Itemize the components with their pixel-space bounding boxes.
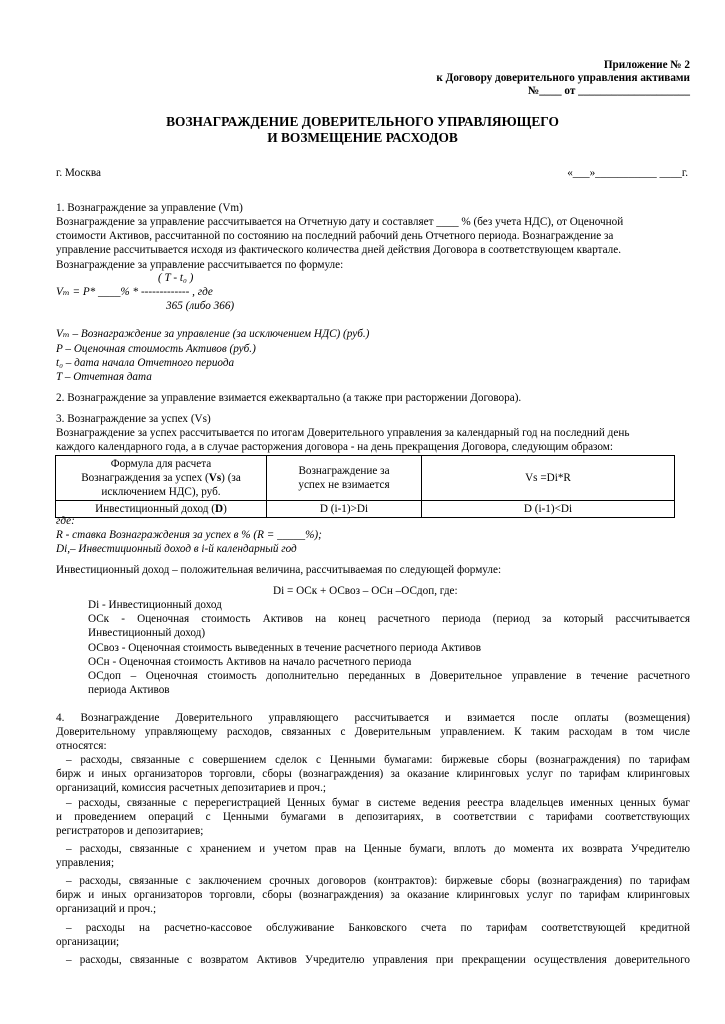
appendix-label: Приложение № 2 — [603, 59, 690, 71]
expense-item: – расходы, связанные с заключением срочных договоров (контрактов): биржевые сборы (вознаграждения) по тарифам — [66, 875, 690, 887]
where-label: где: — [56, 515, 75, 527]
expense-item-cont: регистраторов и депозитариев; — [56, 825, 204, 837]
expense-item: – расходы, связанные с возвратом Активов Учредителю управления при прекращении осуществления доверительного — [66, 954, 690, 966]
section4-intro-line: 4. Вознаграждение Доверительного управляющего рассчитывается и взимается после оплаты (возмещения) — [56, 712, 690, 724]
section2-text: 2. Вознаграждение за управление взимается ежеквартально (а также при расторжении Договора). — [56, 392, 522, 404]
expense-item-cont: бирж и иных организаторов торговли, сборы (вознаграждения) за оказание клиринговых услуг по тарифам клиринговых — [56, 889, 690, 901]
success-fee-table — [55, 455, 675, 518]
definition-t: T – Отчетная дата — [56, 371, 152, 383]
definition-osn: ОСн - Оценочная стоимость Активов на начало расчетного периода — [88, 656, 412, 668]
section3-para-line: Вознаграждение за успех рассчитывается по итогам Доверительного управления за календарный год на последний день — [56, 427, 630, 439]
document-title-line2: И ВОЗМЕЩЕНИЕ РАСХОДОВ — [267, 130, 458, 145]
contract-reference: к Договору доверительного управления активами — [436, 72, 690, 84]
formula-intro: Вознаграждение за управление рассчитывается по формуле: — [56, 259, 344, 271]
definition-osk-cont: Инвестиционный доход) — [88, 627, 206, 639]
section3-heading: 3. Вознаграждение за успех (Vs) — [56, 413, 211, 425]
expense-item-cont: организаций, комиссия расчетных депозитариев и проч.; — [56, 782, 326, 794]
expense-item-cont: организации; — [56, 936, 120, 948]
table-cell-label: Инвестиционный доход (D) — [56, 501, 267, 518]
definition-r: R - ставка Вознаграждения за успех в % (R = _____%); — [56, 529, 322, 541]
expense-item-cont: управления; — [56, 857, 115, 869]
expense-item: – расходы на расчетно-кассовое обслуживание Банковского счета по тарифам соответствующей кредитной — [66, 922, 690, 934]
section1-para-line: стоимости Активов, рассчитанной по состоянию на последний рабочий день Отчетного периода. Вознаграждение за — [56, 230, 614, 242]
definition-vm: Vₘ – Вознаграждение за управление (за исключением НДС) (руб.) — [56, 328, 370, 340]
section4-intro-line: относятся: — [56, 740, 107, 752]
formula-main: Vₘ = P* ____% * ------------- , где — [56, 286, 213, 298]
definition-osvoz: ОСвоз - Оценочная стоимость выведенных в течение расчетного периода Активов — [88, 642, 482, 654]
table-header-formula-value: Vs =Di*R — [422, 456, 675, 501]
expense-item-cont: и проведением операций с Ценными бумагами в депозитариях, в соответствии с тарифами соответствующих — [56, 811, 690, 823]
formula-denominator: 365 (либо 366) — [166, 300, 235, 312]
section4-intro-line: Доверительному управляющему расходов, связанных с Доверительным управлением. К таким расходам в том числе — [56, 726, 690, 738]
table-header-formula: Формула для расчета Вознаграждения за успех (Vs) (за исключением НДС), руб. — [56, 456, 267, 501]
document-title-line1: ВОЗНАГРАЖДЕНИЕ ДОВЕРИТЕЛЬНОГО УПРАВЛЯЮЩЕГО — [166, 114, 559, 129]
expense-item: – расходы, связанные с совершением сделок с Ценными бумагами: биржевые сборы (вознаграждения) по тарифам — [66, 754, 690, 766]
expense-item-cont: бирж и иных организаторов торговли, сборы (вознаграждения) за оказание клиринговых услуг по тарифам клиринговых — [56, 768, 690, 780]
expense-item-cont: организаций и проч.; — [56, 903, 157, 915]
definition-osk: ОСк - Оценочная стоимость Активов на конец расчетного периода (период за который рассчитывается — [88, 613, 690, 625]
definition-osdop-cont: периода Активов — [88, 684, 170, 696]
definition-osdop: ОСдоп – Оценочная стоимость дополнительно переданных в Доверительное управление в течение расчетного — [88, 670, 690, 682]
section3-para-line: каждого календарного года, а в случае расторжения договора - на день прекращения Договора, следующим образом: — [56, 441, 613, 453]
investment-income-intro: Инвестиционный доход – положительная величина, рассчитываемая по следующей формуле: — [56, 564, 502, 576]
city: г. Москва — [56, 167, 101, 179]
table-header-no-fee: Вознаграждение за успех не взимается — [267, 456, 422, 501]
formula-numerator: ( T - t₀ ) — [158, 272, 194, 284]
table-cell: D (i-1)<Di — [422, 501, 675, 518]
table-cell: D (i-1)>Di — [267, 501, 422, 518]
section1-para-line: Вознаграждение за управление рассчитывается на Отчетную дату и составляет ____ % (без учета НДС), от Оценочной — [56, 216, 624, 228]
date-line: «___»___________ ____г. — [567, 167, 688, 179]
table-row — [56, 501, 675, 518]
definition-p: P – Оценочная стоимость Активов (руб.) — [56, 343, 256, 355]
contract-number-line: №____ от ____________________ — [527, 85, 690, 97]
table-row — [56, 456, 675, 501]
definition-t0: t₀ – дата начала Отчетного периода — [56, 357, 235, 369]
definition-di: Di,– Инвестиционный доход в i-й календарный год — [56, 543, 297, 555]
section1-para-line: управление рассчитывается исходя из фактического количества дней действия Договора в соответствующем квартале. — [56, 244, 621, 256]
expense-item: – расходы, связанные с хранением и учетом прав на Ценные бумаги, вплоть до момента их возврата Учредителю — [66, 843, 690, 855]
definition-di-2: Di - Инвестиционный доход — [88, 599, 222, 611]
expense-item: – расходы, связанные с перерегистрацией Ценных бумаг в системе ведения реестра владельцев именных ценных бумаг — [66, 797, 690, 809]
investment-income-formula: Di = ОСк + ОСвоз – ОСн –ОСдоп, где: — [273, 585, 458, 597]
section1-heading: 1. Вознаграждение за управление (Vm) — [56, 202, 243, 214]
